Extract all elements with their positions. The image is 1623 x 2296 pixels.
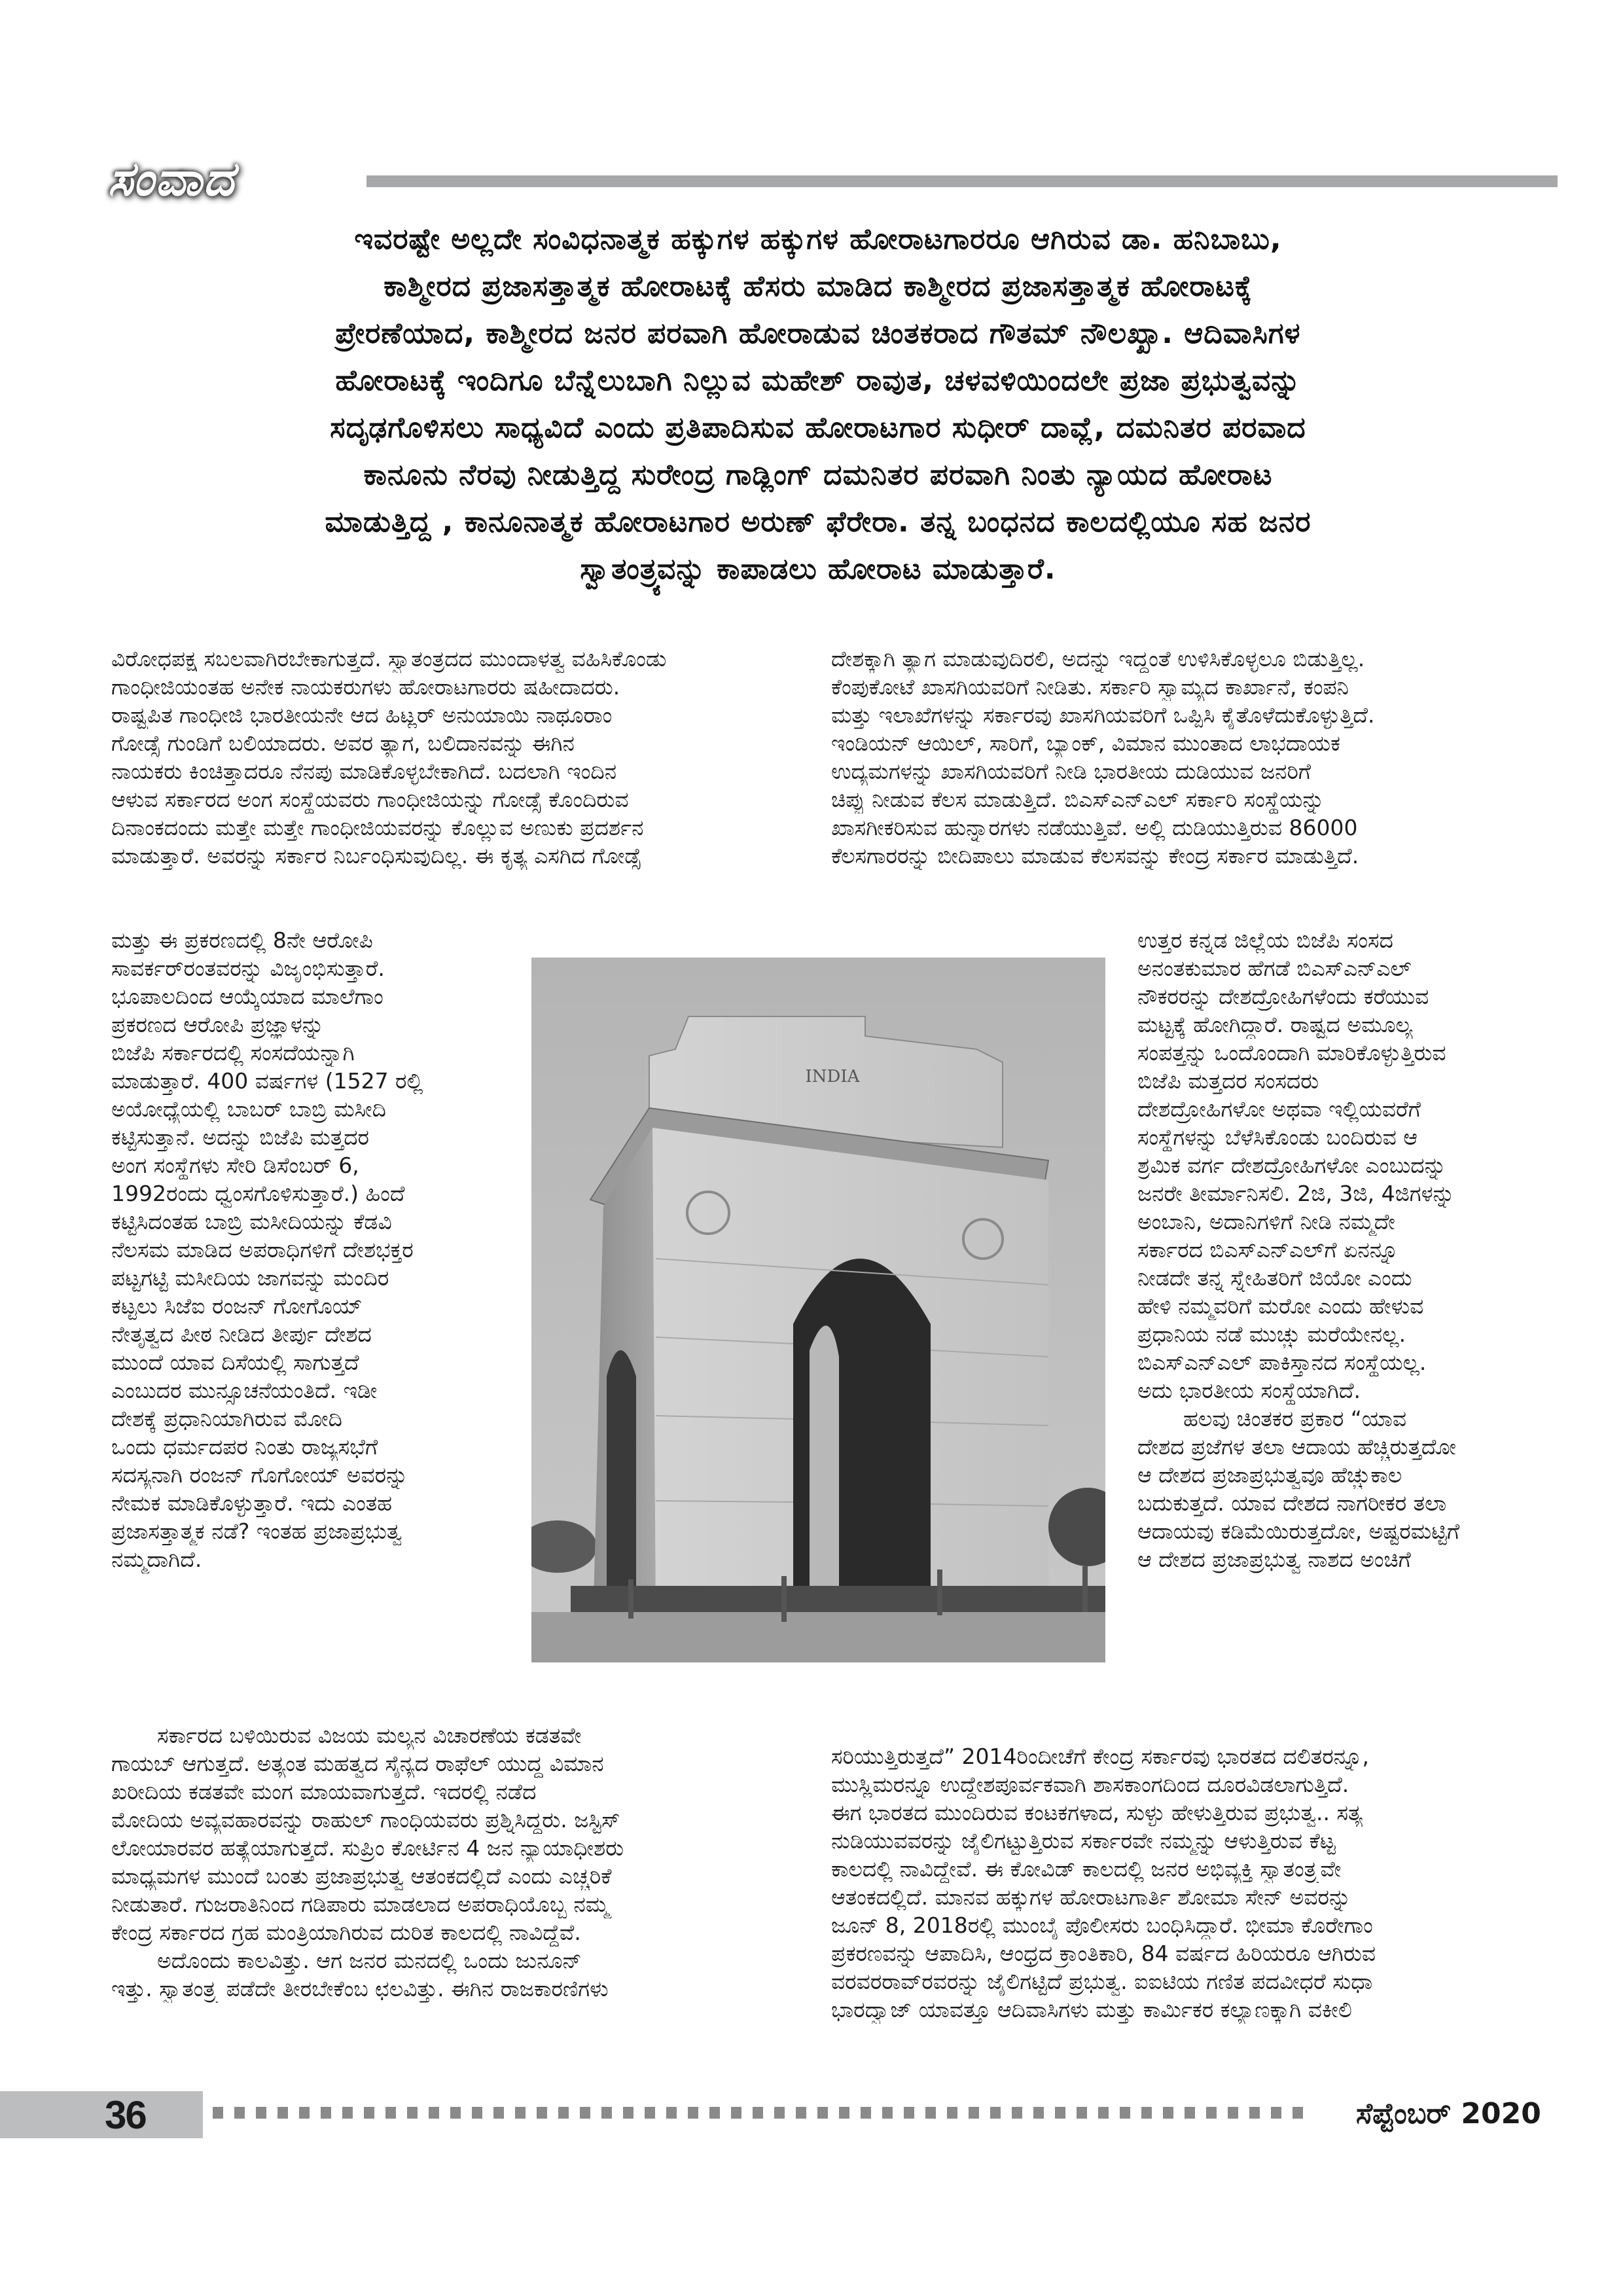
body-line: ಸಂಸ್ಥೆಗಳನ್ನು ಬೆಳೆಸಿಕೊಂಡು ಬಂದಿರುವ ಆ	[1137, 1124, 1418, 1150]
body-line: ರಾಷ್ಟ್ರಪಿತ ಗಾಂಧೀಜಿ ಭಾರತೀಯನೇ ಆದ ಹಿಟ್ಲರ್ ಅನುಯಾಯಿ ನಾಥೂರಾಂ	[111, 702, 613, 728]
body-line: ನಾಯಕರು ಕಿಂಚಿತ್ತಾದರೂ ನೆನಪು ಮಾಡಿಕೊಳ್ಳಬೇಕಾಗಿದೆ. ಬದಲಾಗಿ ಇಂದಿನ	[111, 759, 617, 784]
body-line: ಅದು ಭಾರತೀಯ ಸಂಸ್ಥೆಯಾಗಿದೆ.	[1137, 1378, 1361, 1403]
india-gate-illustration	[531, 958, 1105, 1662]
body-line: ನೀಡದೇ ತನ್ನ ಸ್ನೇಹಿತರಿಗೆ ಜಿಯೋ ಎಂದು	[1137, 1265, 1412, 1291]
body-line: ನಮ್ಮದಾಗಿದೆ.	[111, 1547, 202, 1572]
body-line: ದೇಶದ್ರೋಹಿಗಳೋ ಅಥವಾ ಇಲ್ಲಿಯವರೆಗೆ	[1137, 1096, 1421, 1122]
body-line: ಬದುಕುತ್ತದೆ. ಯಾವ ದೇಶದ ನಾಗರೀಕರ ತಲಾ	[1137, 1490, 1447, 1516]
body-line: ಆಳುವ ಸರ್ಕಾರದ ಅಂಗ ಸಂಸ್ಥೆಯವರು ಗಾಂಧೀಜಿಯನ್ನು ಗೋಡ್ಸೆ ಕೊಂದಿರುವ	[111, 787, 629, 812]
body-line: ಮಾಡುತ್ತಾರೆ. 400 ವರ್ಷಗಳ (1527 ರಲ್ಲಿ	[111, 1068, 423, 1094]
body-line: ಸರಿಯುತ್ತಿರುತ್ತದೆ” 2014ರಿಂದೀಚೆಗೆ ಕೇಂದ್ರ ಸರ್ಕಾರವು ಭಾರತದ ದಲಿತರನ್ನೂ,	[831, 1744, 1370, 1769]
body-line: ಚಿಪ್ಪು ನೀಡುವ ಕೆಲಸ ಮಾಡುತ್ತಿದೆ. ಬಿಎಸ್‌ಎನ್‌ಎಲ್ ಸರ್ಕಾರಿ ಸಂಸ್ಥೆಯನ್ನು	[831, 787, 1325, 812]
intro-line: ಕಾಶ್ಮೀರದ ಪ್ರಜಾಸತ್ತಾತ್ಮಕ ಹೋರಾಟಕ್ಕೆ ಹೆಸರು ಮಾಡಿದ ಕಾಶ್ಮೀರದ ಪ್ರಜಾಸತ್ತಾತ್ಮಕ ಹೋರಾಟಕ್ಕೆ	[383, 270, 1253, 303]
body-line: ನೇಮಕ ಮಾಡಿಕೊಳ್ಳುತ್ತಾರೆ. ಇದು ಎಂತಹ	[111, 1490, 393, 1516]
intro-line: ಇವರಷ್ಟೇ ಅಲ್ಲದೇ ಸಂವಿಧನಾತ್ಮಕ ಹಕ್ಕುಗಳ ಹಕ್ಕುಗಳ ಹೋರಾಟಗಾರರೂ ಆಗಿರುವ ಡಾ. ಹನಿಬಾಬು,	[354, 223, 1282, 256]
body-line: ಕಾಲದಲ್ಲಿ ನಾವಿದ್ದೇವೆ. ಈ ಕೋವಿಡ್ ಕಾಲದಲ್ಲಿ ಜನರ ಅಭಿವ್ಯಕ್ತಿ ಸ್ವಾತಂತ್ರ್ಯವೇ	[831, 1856, 1342, 1882]
body-line: ಪ್ರಕರಣದ ಆರೋಪಿ ಪ್ರಜ್ಞಾಳನ್ನು	[111, 1012, 325, 1037]
intro-paragraph	[196, 216, 1440, 593]
body-line: ಜೂನ್ 8, 2018ರಲ್ಲಿ ಮುಂಬೈ ಪೊಲೀಸರು ಬಂಧಿಸಿದ್ದಾರೆ. ಭೀಮಾ ಕೊರೇಗಾಂ	[831, 1912, 1373, 1938]
body-line: ಬಿಎಸ್‌ಎನ್‌ಎಲ್ ಪಾಕಿಸ್ತಾನದ ಸಂಸ್ಥೆಯಲ್ಲ.	[1137, 1350, 1427, 1375]
body-line: ಹೇಳಿ ನಮ್ಮವರಿಗೆ ಮರೋ ಎಂದು ಹೇಳುವ	[1137, 1293, 1424, 1319]
india-gate-photo	[531, 958, 1105, 1662]
body-line: ಸಂಪತ್ತನ್ನು ಒಂದೊಂದಾಗಿ ಮಾರಿಕೊಳ್ಳುತ್ತಿರುವ	[1137, 1040, 1446, 1066]
body-line: ಖರೀದಿಯ ಕಡತವೇ ಮಂಗ ಮಾಯವಾಗುತ್ತದೆ. ಇದರಲ್ಲಿ ನಡೆದ	[111, 1779, 537, 1804]
body-line: ವಿರೋಧಪಕ್ಷ ಸಬಲವಾಗಿರಬೇಕಾಗುತ್ತದೆ. ಸ್ವಾತಂತ್ರದದ ಮುಂದಾಳತ್ವ ವಹಿಸಿಕೊಂಡು	[111, 646, 667, 672]
body-line: ದೇಶದ ಪ್ರಜೆಗಳ ತಲಾ ಆದಾಯ ಹೆಚ್ಚಿರುತ್ತದೋ	[1137, 1434, 1457, 1460]
body-line: ಮಾಧ್ಯಮಗಳ ಮುಂದೆ ಬಂತು ಪ್ರಜಾಪ್ರಭುತ್ವ ಆತಂಕದಲ್ಲಿದೆ ಎಂದು ಎಚ್ಚರಿಕೆ	[111, 1863, 612, 1889]
body-line: ವರವರರಾವ್‌ರವರನ್ನು ಜೈಲಿಗಟ್ಟಿದೆ ಪ್ರಭುತ್ವ. ಐಐಟಿಯ ಗಣಿತ ಪದವೀಧರೆ ಸುಧಾ	[831, 1969, 1373, 1994]
body-line: ಕಟ್ಟಿಸುತ್ತಾನೆ. ಅದನ್ನು ಬಿಜೆಪಿ ಮತ್ತದರ	[111, 1124, 370, 1150]
body-line: ಮತ್ತು ಈ ಪ್ರಕರಣದಲ್ಲಿ 8ನೇ ಆರೋಪಿ	[111, 927, 373, 953]
body-line: ಬಿಜೆಪಿ ಮತ್ತದರ ಸಂಸದರು	[1137, 1068, 1319, 1094]
body-line: ಸಾವರ್ಕರ್‌ರಂತವರನ್ನು ವಿಜೃಂಭಿಸುತ್ತಾರೆ.	[111, 956, 385, 981]
body-line: ಮಟ್ಟಕ್ಕೆ ಹೋಗಿದ್ದಾರೆ. ರಾಷ್ಟ್ರದ ಅಮೂಲ್ಯ	[1137, 1012, 1413, 1037]
section-logo: ಸಂವಾದ	[108, 151, 236, 206]
body-line: ಲೋಯಾರವರ ಹತ್ಯೆಯಾಗುತ್ತದೆ. ಸುಪ್ರಿಂ ಕೋರ್ಟಿನ 4 ಜನ ನ್ಯಾಯಾಧೀಶರು	[111, 1835, 624, 1861]
body-line: ಪ್ರಧಾನಿಯ ನಡೆ ಮುಚ್ಚು ಮರೆಯೇನಲ್ಲ.	[1137, 1321, 1406, 1347]
body-line: ಸರ್ಕಾರದ ಬಳಿಯಿರುವ ವಿಜಯ ಮಲ್ಯನ ವಿಚಾರಣೆಯ ಕಡತವೇ	[157, 1723, 582, 1748]
header-accent-bar	[366, 175, 1558, 187]
svg-text:INDIA: INDIA	[805, 1067, 860, 1086]
body-line: ಅಯೋಧ್ಯೆಯಲ್ಲಿ ಬಾಬರ್ ಬಾಬ್ರಿ ಮಸೀದಿ	[111, 1096, 386, 1122]
body-line: ದಿನಾಂಕದಂದು ಮತ್ತೇ ಮತ್ತೇ ಗಾಂಧೀಜಿಯವರನ್ನು ಕೊಲ್ಲುವ ಅಣುಕು ಪ್ರದರ್ಶನ	[111, 815, 644, 840]
left-column-top	[111, 645, 798, 870]
body-line: ಕಟ್ಟಲು ಸಿಜೆಐ ರಂಜನ್ ಗೋಗೊಯ್	[111, 1293, 363, 1319]
body-line: 1992ರಂದು ಧ್ವಂಸಗೊಳಿಸುತ್ತಾರೆ.) ಹಿಂದೆ	[111, 1181, 405, 1206]
body-line: ಕಟ್ಟಿಸಿದಂತಹ ಬಾಬ್ರಿ ಮಸೀದಿಯನ್ನು ಕೆಡವಿ	[111, 1209, 392, 1234]
left-column-bottom	[111, 1721, 798, 2003]
body-line: ಅನಂತಕುಮಾರ ಹೆಗಡೆ ಬಿಎಸ್‌ಎನ್‌ಎಲ್	[1137, 956, 1412, 981]
body-line: ಸದಸ್ಯನಾಗಿ ರಂಜನ್ ಗೊಗೋಯ್ ಅವರನ್ನು	[111, 1462, 408, 1488]
body-line: ಮುಂದೆ ಯಾವ ದಿಸೆಯಲ್ಲಿ ಸಾಗುತ್ತದೆ	[111, 1350, 359, 1375]
body-line: ಅಂಬಾನಿ, ಅದಾನಿಗಳಿಗೆ ನೀಡಿ ನಮ್ಮದೇ	[1137, 1209, 1395, 1234]
body-line: ಮಾಡುತ್ತಾರೆ. ಅವರನ್ನು ಸರ್ಕಾರ ನಿರ್ಬಂಧಿಸುವುದಿಲ್ಲ. ಈ ಕೃತ್ಯ ಎಸಗಿದ ಗೋಡ್ಸೆ	[111, 843, 641, 869]
body-line: ಮೋದಿಯ ಅವ್ಯವಹಾರವನ್ನು ರಾಹುಲ್ ಗಾಂಧಿಯವರು ಪ್ರಶ್ನಿಸಿದ್ದರು. ಜಸ್ಟಿಸ್	[111, 1807, 620, 1833]
body-line: ಬಿಜೆಪಿ ಸರ್ಕಾರದಲ್ಲಿ ಸಂಸದೆಯನ್ನಾಗಿ	[111, 1040, 355, 1066]
body-line: ಪ್ರಜಾಸತ್ತಾತ್ಮಕ ನಡೆ? ಇಂತಹ ಪ್ರಜಾಪ್ರಭುತ್ವ	[111, 1518, 402, 1544]
body-line: ಕೆಲಸಗಾರರನ್ನು ಬೀದಿಪಾಲು ಮಾಡುವ ಕೆಲಸವನ್ನು ಕೇಂದ್ರ ಸರ್ಕಾರ ಮಾಡುತ್ತಿದೆ.	[831, 843, 1359, 869]
left-column-wrap	[111, 926, 520, 1573]
intro-line: ಸ್ವಾತಂತ್ರ್ಯವನ್ನು ಕಾಪಾಡಲು ಹೋರಾಟ ಮಾಡುತ್ತಾರೆ.	[580, 552, 1056, 586]
body-line: ಮುಸ್ಲಿಮರನ್ನೂ ಉದ್ದೇಶಪೂರ್ವಕವಾಗಿ ಶಾಸಕಾಂಗದಿಂದ ದೂರವಿಡಲಾಗುತ್ತಿದೆ.	[831, 1772, 1349, 1797]
body-line: ಗೋಡ್ಸೆ ಗುಂಡಿಗೆ ಬಲಿಯಾದರು. ಅವರ ತ್ಯಾಗ, ಬಲಿದಾನವನ್ನು ಈಗಿನ	[111, 730, 575, 756]
body-line: ಎಂಬುದರ ಮುನ್ಸೂಚನೆಯಂತಿದೆ. ಇಡೀ	[111, 1378, 378, 1403]
body-line: ನುಡಿಯುವವರನ್ನು ಜೈಲಿಗಟ್ಟುತ್ತಿರುವ ಸರ್ಕಾರವೇ ನಮ್ಮನ್ನು ಆಳುತ್ತಿರುವ ಕೆಟ್ಟ	[831, 1828, 1336, 1854]
body-line: ಪಟ್ಟಗಟ್ಟಿ ಮಸೀದಿಯ ಜಾಗವನ್ನು ಮಂದಿರ	[111, 1265, 389, 1291]
body-line: ನೌಕರರನ್ನು ದೇಶದ್ರೋಹಿಗಳೆಂದು ಕರೆಯುವ	[1137, 984, 1429, 1009]
body-line: ಉದ್ಯಮಗಳನ್ನು ಖಾಸಗಿಯವರಿಗೆ ನೀಡಿ ಭಾರತೀಯ ದುಡಿಯುವ ಜನರಿಗೆ	[831, 759, 1311, 784]
body-line: ಉತ್ತರ ಕನ್ನಡ ಜಿಲ್ಲೆಯ ಬಿಜೆಪಿ ಸಂಸದ	[1137, 927, 1393, 953]
intro-line: ಹೋರಾಟಕ್ಕೆ ಇಂದಿಗೂ ಬೆನ್ನೆಲುಬಾಗಿ ನಿಲ್ಲುವ ಮಹೇಶ್ ರಾವುತ, ಚಳವಳಿಯಿಂದಲೇ ಪ್ರಜಾ ಪ್ರಭುತ್ವವನ್ನು	[335, 364, 1301, 397]
body-line: ಹಲವು ಚಿಂತಕರ ಪ್ರಕಾರ “ಯಾವ	[1183, 1406, 1407, 1431]
body-line: ಖಾಸಗೀಕರಿಸುವ ಹುನ್ನಾರಗಳು ನಡೆಯುತ್ತಿವೆ. ಅಲ್ಲಿ ದುಡಿಯುತ್ತಿರುವ 86000	[831, 815, 1358, 840]
body-line: ಕೆಂಪುಕೋಟೆ ಖಾಸಗಿಯವರಿಗೆ ನೀಡಿತು. ಸರ್ಕಾರಿ ಸ್ವಾಮ್ಯದ ಕಾರ್ಖಾನೆ, ಕಂಪನಿ	[831, 674, 1349, 700]
intro-line: ಸದೃಢಗೊಳಿಸಲು ಸಾಧ್ಯವಿದೆ ಎಂದು ಪ್ರತಿಪಾದಿಸುವ ಹೋರಾಟಗಾರ ಸುಧೀರ್ ದಾವ್ಲೆ, ದಮನಿತರ ಪರವಾದ	[330, 411, 1306, 444]
body-line: ನೇತೃತ್ವದ ಪೀಠ ನೀಡಿದ ತೀರ್ಪು ದೇಶದ	[111, 1321, 372, 1347]
body-line: ಆ ದೇಶದ ಪ್ರಜಾಪ್ರಭುತ್ವವೂ ಹೆಚ್ಚುಕಾಲ	[1137, 1462, 1402, 1488]
body-line: ಪ್ರಕರಣವನ್ನು ಆಪಾದಿಸಿ, ಆಂಧ್ರದ ಕ್ರಾಂತಿಕಾರಿ, 84 ವರ್ಷದ ಹಿರಿಯರೂ ಆಗಿರುವ	[831, 1941, 1376, 1966]
page-number-box	[0, 2091, 203, 2138]
body-line: ಆದಾಯವು ಕಡಿಮೆಯಿರುತ್ತದೋ, ಅಷ್ಟರಮಟ್ಟಿಗೆ	[1137, 1518, 1460, 1544]
body-line: ಸರ್ಕಾರದ ಬಿಎಸ್‌ಎನ್‌ಎಲ್‌ಗೆ ಏನನ್ನೂ	[1137, 1237, 1399, 1263]
issue-date: ಸೆಪ್ಟೆಂಬರ್ 2020	[1356, 2097, 1541, 2130]
body-line: ಇಂಡಿಯನ್ ಆಯಿಲ್, ಸಾರಿಗೆ, ಬ್ಯಾಂಕ್, ವಿಮಾನ ಮುಂತಾದ ಲಾಭದಾಯಕ	[831, 730, 1340, 756]
right-column-bottom	[831, 1742, 1531, 2024]
footer-dotted-rule	[213, 2107, 1312, 2119]
intro-line: ಕಾನೂನು ನೆರವು ನೀಡುತ್ತಿದ್ದ ಸುರೇಂದ್ರ ಗಾಡ್ಲಿಂಗ್ ದಮನಿತರ ಪರವಾಗಿ ನಿಂತು ನ್ಯಾಯದ ಹೋರಾಟ	[363, 458, 1273, 492]
body-line: ದೇಶಕ್ಕಾಗಿ ತ್ಯಾಗ ಮಾಡುವುದಿರಲಿ, ಅದನ್ನು ಇದ್ದಂತೆ ಉಳಿಸಿಕೊಳ್ಳಲೂ ಬಿಡುತ್ತಿಲ್ಲ.	[831, 646, 1365, 672]
body-line: ಜನರೇ ತೀರ್ಮಾನಿಸಲಿ. 2ಜಿ, 3ಜಿ, 4ಜಿಗಳನ್ನು	[1137, 1181, 1455, 1206]
body-line: ನೆಲಸಮ ಮಾಡಿದ ಅಪರಾಧಿಗಳಿಗೆ ದೇಶಭಕ್ತರ	[111, 1237, 414, 1263]
body-line: ಗಾಯಬ್ ಆಗುತ್ತದೆ. ಅತ್ಯಂತ ಮಹತ್ವದ ಸೈನ್ಯದ ರಾಫೆಲ್ ಯುದ್ಧ ವಿಮಾನ	[111, 1751, 604, 1776]
body-line: ಆ ದೇಶದ ಪ್ರಜಾಪ್ರಭುತ್ವ ನಾಶದ ಅಂಚಿಗೆ	[1137, 1547, 1411, 1572]
body-line: ಕೇಂದ್ರ ಸರ್ಕಾರದ ಗ್ರಹ ಮಂತ್ರಿಯಾಗಿರುವ ದುರಿತ ಕಾಲದಲ್ಲಿ ನಾವಿದ್ದೆವೆ.	[111, 1920, 581, 1945]
body-line: ಇತ್ತು. ಸ್ವಾತಂತ್ರ್ಯ ಪಡೆದೇ ತೀರಬೇಕೆಂಬ ಛಲವಿತ್ತು. ಈಗಿನ ರಾಜಕಾರಣಿಗಳು	[111, 1976, 609, 2001]
body-line: ದೇಶಕ್ಕೆ ಪ್ರಧಾನಿಯಾಗಿರುವ ಮೋದಿ	[111, 1406, 342, 1431]
page-number: 36	[105, 2093, 146, 2137]
body-line: ಶ್ರಮಿಕ ವರ್ಗ ದೇಶದ್ರೋಹಿಗಳೋ ಎಂಬುದನ್ನು	[1137, 1153, 1446, 1178]
body-line: ಅಂಗ ಸಂಸ್ಥೆಗಳು ಸೇರಿ ಡಿಸೆಂಬರ್ 6,	[111, 1153, 359, 1178]
body-line: ಮತ್ತು ಇಲಾಖೆಗಳನ್ನು ಸರ್ಕಾರವು ಖಾಸಗಿಯವರಿಗೆ ಒಪ್ಪಿಸಿ ಕೈತೊಳೆದುಕೊಳ್ಳುತ್ತಿದೆ.	[831, 702, 1375, 728]
body-line: ಭಾರದ್ವಾಜ್ ಯಾವತ್ತೂ ಆದಿವಾಸಿಗಳು ಮತ್ತು ಕಾರ್ಮಿಕರ ಕಲ್ಯಾಣಕ್ಕಾಗಿ ವಕೀಲಿ	[831, 1997, 1352, 2022]
body-line: ಅದೊಂದು ಕಾಲವಿತ್ತು. ಆಗ ಜನರ ಮನದಲ್ಲಿ ಒಂದು ಜುನೂನ್	[157, 1948, 582, 1973]
intro-line: ಪ್ರೇರಣೆಯಾದ, ಕಾಶ್ಮೀರದ ಜನರ ಪರವಾಗಿ ಹೋರಾಡುವ ಚಿಂತಕರಾದ ಗೌತಮ್ ನೌಲಖ್ಖಾ. ಆದಿವಾಸಿಗಳ	[335, 317, 1301, 350]
right-column-top	[831, 645, 1531, 870]
body-line: ಆತಂಕದಲ್ಲಿದೆ. ಮಾನವ ಹಕ್ಕುಗಳ ಹೋರಾಟಗಾರ್ತಿ ಶೋಮಾ ಸೇನ್ ಅವರನ್ನು	[831, 1884, 1351, 1910]
body-line: ಭೂಪಾಲದಿಂದ ಆಯ್ಕೆಯಾದ ಮಾಲೆಗಾಂ	[111, 984, 383, 1009]
intro-line: ಮಾಡುತ್ತಿದ್ದ , ಕಾನೂನಾತ್ಮಕ ಹೋರಾಟಗಾರ ಅರುಣ್ ಫೆರೇರಾ. ತನ್ನ ಬಂಧನದ ಕಾಲದಲ್ಲಿಯೂ ಸಹ ಜನರ	[325, 505, 1311, 539]
body-line: ನೀಡುತಾರೆ. ಗುಜರಾತಿನಿಂದ ಗಡಿಪಾರು ಮಾಡಲಾದ ಅಪರಾಧಿಯೊಬ್ಬ ನಮ್ಮ	[111, 1892, 609, 1917]
body-line: ಗಾಂಧೀಜಿಯಂತಹ ಅನೇಕ ನಾಯಕರುಗಳು ಹೋರಾಟಗಾರರು ಷಹೀದಾದರು.	[111, 674, 620, 700]
body-line: ಈಗ ಭಾರತದ ಮುಂದಿರುವ ಕಂಟಕಗಳಾದ, ಸುಳ್ಳು ಹೇಳುತ್ತಿರುವ ಪ್ರಭುತ್ವ.. ಸತ್ಯ	[831, 1800, 1363, 1825]
body-line: ಒಂದು ಧರ್ಮದಪರ ನಿಂತು ರಾಜ್ಯಸಭೆಗೆ	[111, 1434, 378, 1460]
right-column-wrap	[1137, 926, 1537, 1573]
